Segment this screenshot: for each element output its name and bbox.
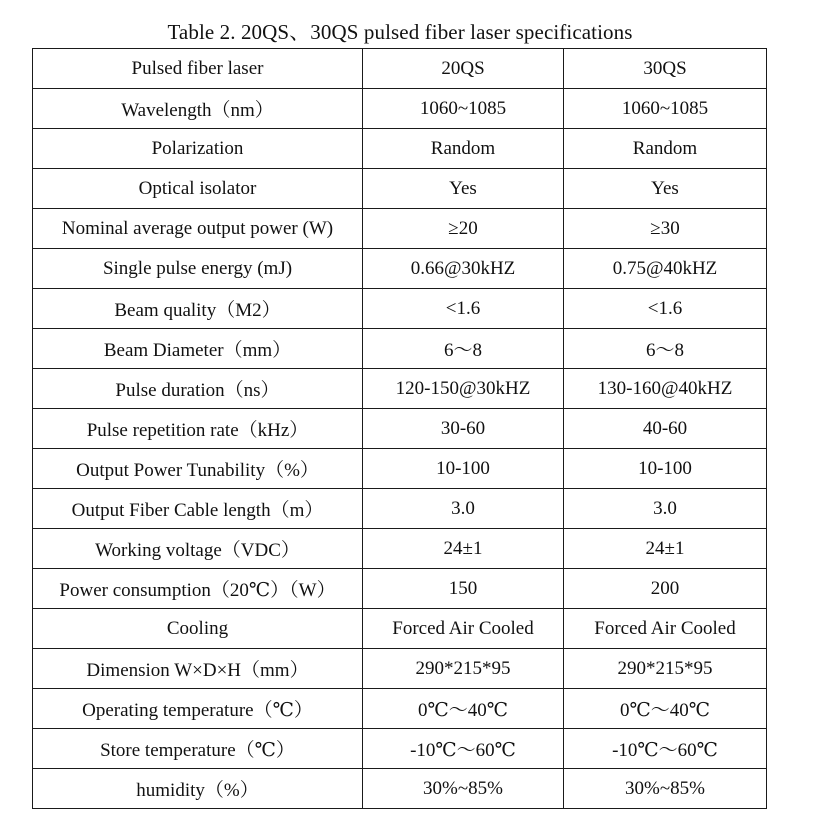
parameter-cell: Optical isolator (33, 169, 363, 209)
table-row (33, 609, 767, 649)
parameter-cell: Beam quality（M2） (33, 289, 363, 329)
parameter-cell: Output Fiber Cable length（m） (33, 489, 363, 529)
value-30qs-cell: 30%~85% (564, 769, 767, 809)
parameter-cell: Beam Diameter（mm） (33, 329, 363, 369)
spec-table-body (33, 49, 767, 809)
table-row (33, 89, 767, 129)
table-row (33, 449, 767, 489)
value-20qs-cell: 120-150@30kHZ (363, 369, 564, 409)
parameter-cell: Store temperature（℃） (33, 729, 363, 769)
value-30qs-cell: 1060~1085 (564, 89, 767, 129)
value-30qs-cell: Forced Air Cooled (564, 609, 767, 649)
value-20qs-cell: 150 (363, 569, 564, 609)
value-20qs-cell: 290*215*95 (363, 649, 564, 689)
parameter-cell: Pulse duration（ns） (33, 369, 363, 409)
value-20qs-cell: 6～8 (363, 329, 564, 369)
value-20qs-cell: 30%~85% (363, 769, 564, 809)
table-caption: Table 2. 20QS、30QS pulsed fiber laser specifications (167, 20, 633, 44)
table-header-row (33, 49, 767, 89)
parameter-cell: Pulsed fiber laser (33, 49, 363, 89)
spec-table (32, 48, 767, 809)
parameter-cell: Operating temperature（℃） (33, 689, 363, 729)
value-20qs-cell: -10℃～60℃ (363, 729, 564, 769)
parameter-cell: Output Power Tunability（%） (33, 449, 363, 489)
parameter-cell: Wavelength（nm） (33, 89, 363, 129)
parameter-cell: Cooling (33, 609, 363, 649)
value-30qs-cell: 6～8 (564, 329, 767, 369)
value-20qs-cell: 30-60 (363, 409, 564, 449)
value-20qs-cell: 10-100 (363, 449, 564, 489)
value-30qs-cell: 130-160@40kHZ (564, 369, 767, 409)
parameter-cell: Working voltage（VDC） (33, 529, 363, 569)
table-row (33, 209, 767, 249)
value-20qs-cell: 0℃～40℃ (363, 689, 564, 729)
value-20qs-cell: ≥20 (363, 209, 564, 249)
parameter-cell: Dimension W×D×H（mm） (33, 649, 363, 689)
table-row (33, 289, 767, 329)
parameter-cell: Power consumption（20℃）（W） (33, 569, 363, 609)
value-30qs-cell: 24±1 (564, 529, 767, 569)
table-row (33, 409, 767, 449)
table-row (33, 249, 767, 289)
value-30qs-cell: ≥30 (564, 209, 767, 249)
value-30qs-cell: 0.75@40kHZ (564, 249, 767, 289)
table-row (33, 769, 767, 809)
table-row (33, 129, 767, 169)
value-20qs-cell: Yes (363, 169, 564, 209)
table-row (33, 169, 767, 209)
value-30qs-cell: 0℃～40℃ (564, 689, 767, 729)
parameter-cell: Polarization (33, 129, 363, 169)
value-30qs-cell: 290*215*95 (564, 649, 767, 689)
table-row (33, 369, 767, 409)
parameter-cell: Single pulse energy (mJ) (33, 249, 363, 289)
parameter-cell: Pulse repetition rate（kHz） (33, 409, 363, 449)
table-row (33, 649, 767, 689)
value-30qs-cell: Random (564, 129, 767, 169)
table-row (33, 729, 767, 769)
value-20qs-cell: Forced Air Cooled (363, 609, 564, 649)
value-20qs-cell: 20QS (363, 49, 564, 89)
table-row (33, 489, 767, 529)
value-30qs-cell: 200 (564, 569, 767, 609)
value-30qs-cell: Yes (564, 169, 767, 209)
parameter-cell: humidity（%） (33, 769, 363, 809)
value-30qs-cell: 10-100 (564, 449, 767, 489)
value-30qs-cell: 3.0 (564, 489, 767, 529)
table-row (33, 689, 767, 729)
table-row (33, 529, 767, 569)
table-row (33, 329, 767, 369)
value-30qs-cell: 30QS (564, 49, 767, 89)
value-20qs-cell: 1060~1085 (363, 89, 564, 129)
value-20qs-cell: 0.66@30kHZ (363, 249, 564, 289)
parameter-cell: Nominal average output power (W) (33, 209, 363, 249)
value-20qs-cell: <1.6 (363, 289, 564, 329)
value-30qs-cell: -10℃～60℃ (564, 729, 767, 769)
value-30qs-cell: <1.6 (564, 289, 767, 329)
value-30qs-cell: 40-60 (564, 409, 767, 449)
table-row (33, 569, 767, 609)
value-20qs-cell: 3.0 (363, 489, 564, 529)
value-20qs-cell: 24±1 (363, 529, 564, 569)
value-20qs-cell: Random (363, 129, 564, 169)
